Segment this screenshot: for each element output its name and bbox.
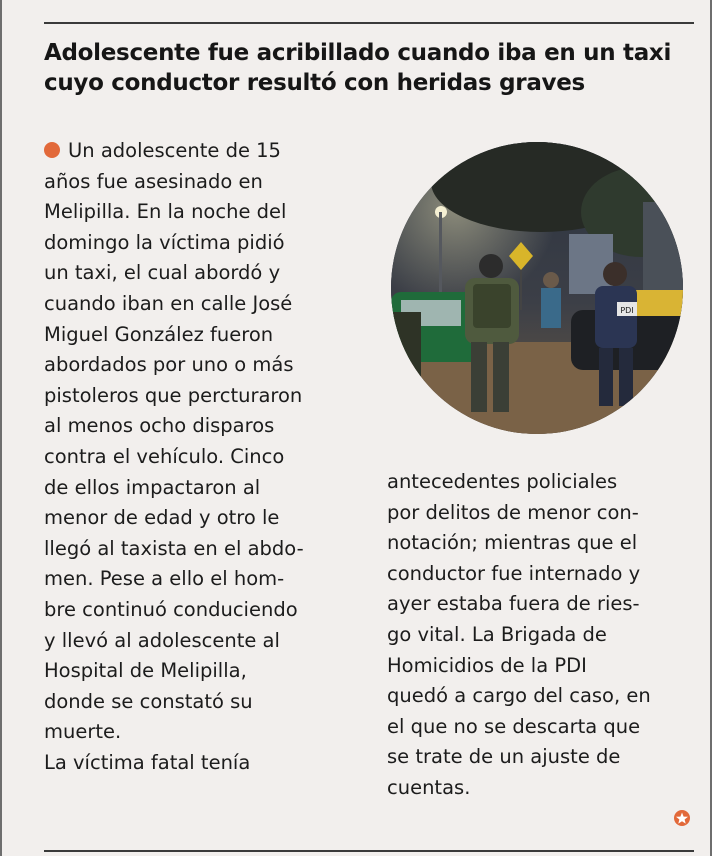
orange-dot-icon [44,142,60,158]
end-of-article-icon [672,808,692,828]
article-column-left [44,136,364,778]
vest-label: PDI [620,306,634,315]
top-rule [44,22,694,24]
police-scene-illustration [391,142,683,434]
bottom-rule [44,850,694,852]
article-photo [391,142,683,434]
article-headline: Adolescente fue acribillado cuando iba en un taxi cuyo conductor resultó con heridas graves [44,40,672,96]
article-column-right: antecedentes policiales por delitos de menor con- notación; mientras que el conductor fue internado y ayer estaba fuera de ries- go vital. La Brigada de Homicidios de la PDI quedó a cargo del caso, en el que no se descarta que se trate de un ajuste de cuentas. [387,470,651,799]
article-text-left: Un adolescente de 15 años fue asesinado en Melipilla. En la noche del domingo la víctima pidió un taxi, el cual abordó y cuando iban en calle José Miguel González fueron abordados por uno o más pistoleros que percturaron al menos ocho disparos contra el vehículo. Cinco de ellos impactaron al menor de edad y otro le llegó al taxista en el abdo- men. Pese a ello el hom- bre continuó conduciendo y llevó al adolescente al Hospital de Melipilla, donde se constató su muerte. La víctima fatal tenía [44,139,304,774]
